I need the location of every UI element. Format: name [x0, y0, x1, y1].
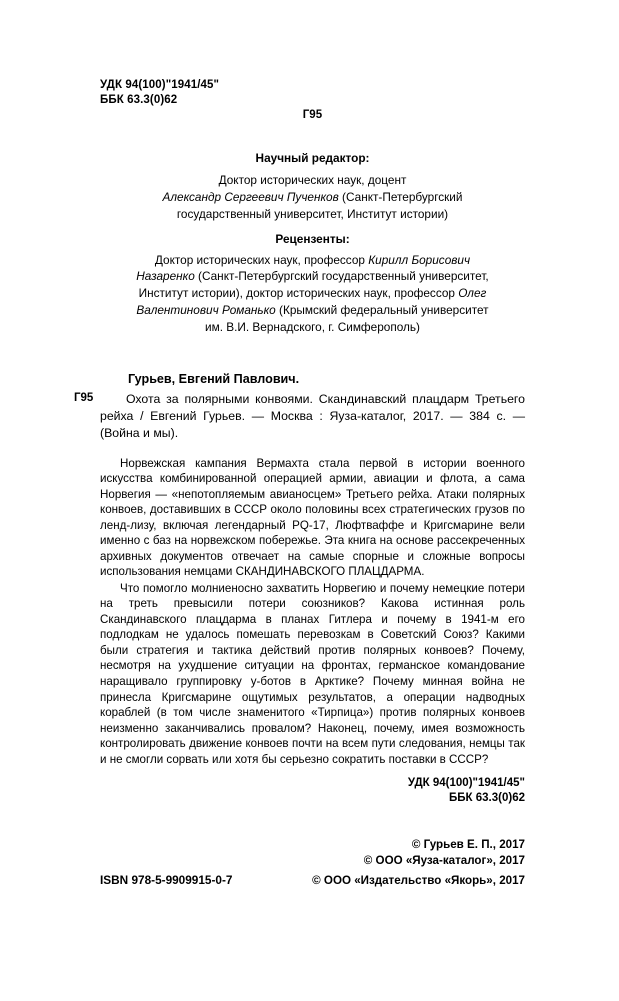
udc-code: УДК 94(100)"1941/45"	[100, 79, 220, 91]
reviewer1-line1	[100, 252, 525, 269]
isbn-row	[100, 873, 525, 887]
reviewer1-name-part1: Кирилл Борисович	[368, 252, 471, 267]
udc-footer-code: УДК 94(100)"1941/45"	[407, 777, 525, 790]
reviewer2-line1	[100, 285, 525, 302]
editor-affiliation-part1: (Санкт-Петербургский	[338, 190, 463, 205]
annotation-block	[100, 456, 525, 768]
bibliographic-record	[74, 371, 525, 441]
editor-name: Александр Сергеевич Пученков	[162, 190, 339, 205]
copyright-author: © Гурьев Е. П., 2017	[411, 837, 525, 851]
udc-classification-block	[100, 78, 525, 124]
bbk-footer-code: ББК 63.3(0)62	[449, 792, 525, 805]
author-sign: Г95	[302, 109, 323, 122]
annotation-paragraph-1: Норвежская кампания Вермахта стала первой в истории военного искусства комбинированной операцией армии, авиации и флота, а сама Норвегия — «непотопляемым авианосцем» Третьего рейха. Атаки полярных конвоев, доставивших в СССР около половины всех стратегических грузов по ленд-лизу, включая легендарный PQ-17, Люфтваффе и Кригсмарине вели именно с баз на норвежском побережье. Эта книга на основе рассекреченных архивных документов отвечает на самые спорные и сложные вопросы использования немцами СКАНДИНАВСКОГО ПЛАЦДАРМА.	[100, 456, 525, 579]
reviewer2-degree: Институт истории), доктор исторических наук, профессор	[138, 286, 459, 301]
isbn-number: ISBN 978-5-9909915-0-7	[100, 873, 233, 888]
copyright-publisher: © ООО «Яуза-каталог», 2017	[363, 854, 525, 868]
reviewer1-name-part2: Назаренко	[136, 269, 195, 284]
bibliographic-description: Охота за полярными конвоями. Скандинавский плацдарм Третьего рейха / Евгений Гурьев. — Москва : Яуза-каталог, 2017. — 384 с. — (Война и мы).	[100, 391, 525, 440]
reviewers-block	[100, 252, 525, 336]
reviewer2-name-part2: Валентинович Романько	[136, 302, 276, 317]
reviewer2-affiliation: (Крымский федеральный университет	[275, 302, 489, 317]
copyright-imprint: © ООО «Издательство «Якорь», 2017	[312, 874, 525, 888]
editor-name-line	[100, 189, 525, 206]
annotation-paragraph-2: Что помогло молниеносно захватить Норвегию и почему немецкие потери на треть превысили потери союзников? Какова истинная роль Скандинавского плацдарма в планах Гитлера и почему в 1941-м его подлодкам не удалось помешать перевозкам в Советский Союз? Какими были стратегия и тактика действий против полярных конвоев? Почему, несмотря на ухудшение ситуации на фронтах, германское командование наращивало группировку у-ботов в Арктике? Почему минная война не принесла Кригсмарине ощутимых результатов, а операции надводных кораблей (в том числе знаменитого «Тирпица») против полярных конвоев неизменно заканчивались провалом? Наконец, почему, имея возможность контролировать движение конвоев почти на всем пути следования, немцы так и не смогли сорвать или хотя бы серьезно сократить поставки в СССР?	[100, 581, 525, 766]
reviewer2-name-part1: Олег	[458, 286, 487, 301]
page-content	[74, 78, 525, 888]
reviewer1-degree: Доктор исторических наук, профессор	[154, 252, 369, 267]
copyright-block	[100, 837, 525, 871]
editor-affiliation-part2: государственный университет, Институт истории)	[176, 206, 449, 221]
reviewer2-affiliation-line2: им. В.И. Вернадского, г. Симферополь)	[205, 319, 420, 334]
bibliographic-index: Г95	[74, 392, 94, 405]
reviewers-heading: Рецензенты:	[275, 231, 350, 246]
reviewer2-line2	[100, 302, 525, 319]
bbk-code: ББК 63.3(0)62	[100, 94, 178, 107]
scientific-editor-heading: Научный редактор:	[255, 150, 370, 165]
scientific-editor-block	[100, 150, 525, 223]
udc-footer-block	[100, 776, 525, 806]
editor-degree: Доктор исторических наук, доцент	[218, 173, 407, 188]
reviewer1-line2	[100, 268, 525, 285]
reviewer1-affiliation: (Санкт-Петербургский государственный университет,	[194, 269, 489, 284]
bibliographic-author: Гурьев, Евгений Павлович.	[128, 372, 300, 387]
